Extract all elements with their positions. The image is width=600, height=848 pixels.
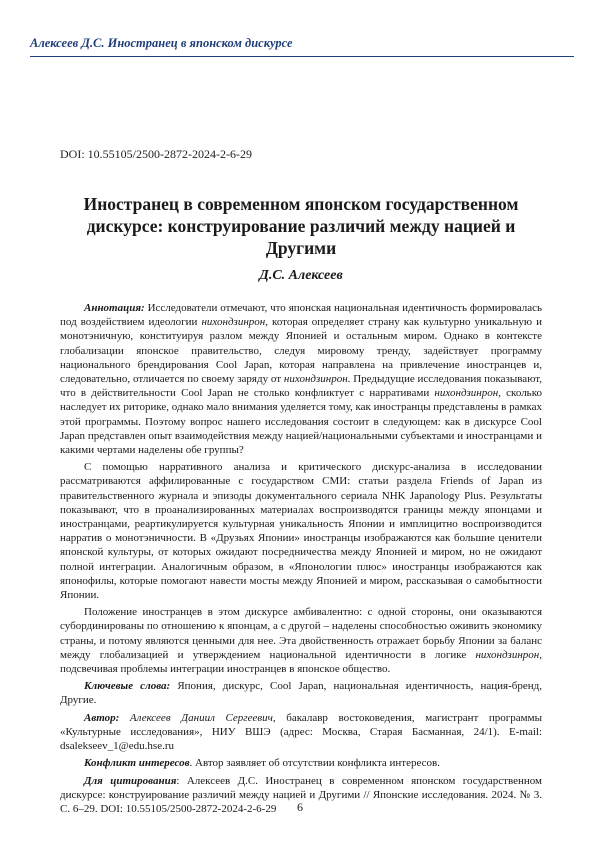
- article-author: Д.С. Алексеев: [60, 268, 542, 284]
- abstract-text: . Предыдущие исследования показывают, что в действительности Cool Japan не столько конфликтует с нарративами: [60, 373, 542, 399]
- abstract-label: Аннотация:: [84, 302, 145, 314]
- term-nihonjinron: нихондзинрон: [201, 316, 265, 328]
- keywords-label: Ключевые слова:: [84, 680, 170, 692]
- doi-line: DOI: 10.55105/2500-2872-2024-2-6-29: [60, 147, 252, 162]
- abstract-paragraph-3: [60, 605, 542, 676]
- article-body: [60, 301, 542, 816]
- citation-text: : Алексеев Д.С. Иностранец в современном японском государственном дискурсе: конструирование различий между нацией и Другими // Японские исследования. 2024. № 3. С. 6–29. DOI: 10.55105/2500-2872-2024-2-6-29: [60, 775, 542, 815]
- author-info-label: Автор:: [84, 712, 119, 724]
- author-info-text: , бакалавр востоковедения, магистрант программы «Культурные исследования», НИУ ВШЭ (адрес: Москва, Старая Басманная, 24/1). E-mail: dsalekseev_1@edu.hse.ru: [60, 712, 542, 752]
- abstract-text: Положение иностранцев в этом дискурсе амбивалентно: с одной стороны, они оказываются субординированы по отношению к японцам, а с другой – наделены способностью оживить экономику страны, и потому являются ценными для нее. Эта двойственность отражает борьбу Японии за баланс между глобализацией и утверждением национальной идентичности в логике: [60, 606, 542, 661]
- abstract-text: , которая определяет страну как культурно уникальную и монотэничную, конституируя разлом между Японией и остальным миром. Однако в контексте глобализации японское правительство, следуя мировому тренду, задействует программу национального брендирования Cool Japan, которая направлена на привлечение иностранцев и, следовательно, отличается по своему заряду от: [60, 316, 542, 385]
- running-header: Алексеев Д.С. Иностранец в японском дискурсе: [30, 36, 570, 51]
- citation-label: Для цитирования: [84, 775, 176, 787]
- keywords-text: Япония, дискурс, Cool Japan, национальная идентичность, нация-бренд, Другие.: [60, 680, 542, 706]
- article-title: Иностранец в современном японском государственном дискурсе: конструирование различий между нацией и Другими: [60, 193, 542, 259]
- term-nihonjinron: нихондзинрон: [284, 373, 348, 385]
- term-nihonjinron: нихондзинрон: [475, 649, 539, 661]
- conflict-of-interest: [60, 756, 542, 770]
- page-number: 6: [0, 800, 600, 815]
- term-nihonjinron: нихондзинрон: [434, 387, 498, 399]
- abstract-paragraph-1: [60, 301, 542, 457]
- abstract-text: , подсвечивая проблемы интеграции иностранцев в японское общество.: [60, 649, 542, 675]
- abstract-text: , сколько наследует их риторике, однако мало внимания уделяется тому, как иностранцы представлены в рамках этой программы. Поэтому вопрос нашего исследования состоит в следующем: как в дискурсе Cool Japan представлен опыт взаимодействия между нацией/национальными субъектами и иностранцами и какими чертами наделены обе группы?: [60, 387, 542, 456]
- keywords-line: [60, 679, 542, 707]
- abstract-paragraph-2: С помощью нарративного анализа и критического дискурс-анализа в исследовании рассматриваются аффилированные с государством СМИ: статьи раздела Friends of Japan из правительственного журнала и эпизоды документального сериала NHK Japanology Plus. Результаты показывают, что в проанализированных материалах воспроизводятся границы между японцами и иностранцами, реартикулируется культурная уникальность Японии и имплицитно воспроизводится нарратив о монотэничности. В «Друзьях Японии» иностранцы изображаются как большие ценители японской культуры, от которых ожидают посредничества между Японией и миром, но не ожидают полной интеграции. Аналогичным образом, в «Японологии плюс» иностранцы изображаются как японофилы, которые помогают навести мосты между Японией и миром, рассказывая о самобытности Японии.: [60, 460, 542, 602]
- author-full-name: Алексеев Даниил Сергеевич: [119, 712, 273, 724]
- conflict-text: . Автор заявляет об отсутствии конфликта интересов.: [190, 757, 440, 769]
- abstract-text: Исследователи отмечают, что японская национальная идентичность формировалась под воздействием идеологии: [60, 302, 542, 328]
- author-info: [60, 711, 542, 754]
- header-divider: [30, 56, 574, 57]
- conflict-label: Конфликт интересов: [84, 757, 190, 769]
